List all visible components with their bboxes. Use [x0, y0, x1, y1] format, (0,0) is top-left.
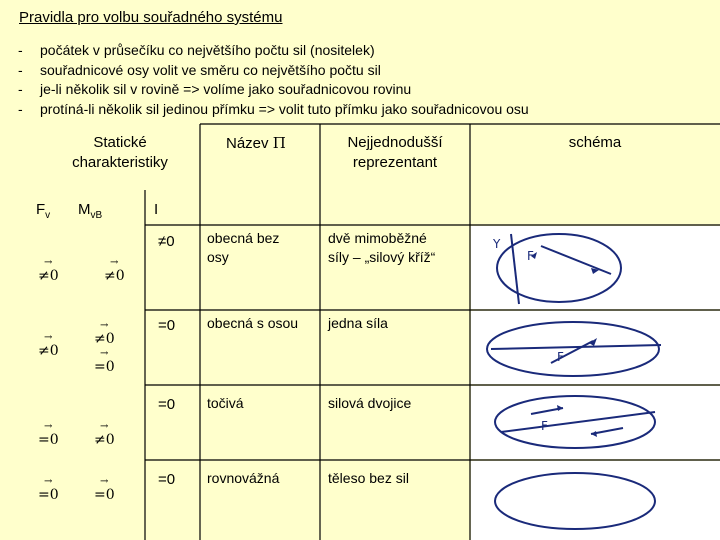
row1-representative: [328, 229, 435, 267]
vector-arrow: →: [44, 421, 53, 432]
row2-mvb2-value: [94, 348, 115, 375]
row2-i-value: =0: [158, 317, 176, 334]
header-simplest: [320, 133, 470, 173]
vector-arrow: →: [44, 257, 53, 268]
row4-mvb-value: [94, 476, 115, 503]
page-title: Pravidla pro volbu souřadného systému: [19, 9, 283, 26]
rule-item: [18, 80, 708, 100]
bullet-dash: -: [18, 81, 23, 97]
row1-rep-line2: síly – „silový kříž“: [328, 249, 436, 265]
header-static-line1: Statické: [93, 134, 147, 151]
header-fv-letter: F: [36, 201, 46, 218]
svg-text:F: F: [527, 249, 534, 263]
rule-text: počátek v průsečíku co největšího počtu sil (nositelek): [40, 42, 375, 58]
row1-name-line1: obecná bez: [207, 230, 280, 246]
row3-i-value: =0: [158, 396, 176, 413]
vector-arrow: →: [100, 421, 109, 432]
vector-arrow: →: [44, 476, 53, 487]
header-name-label: Název: [226, 135, 269, 152]
row4-name: rovnovážná: [207, 470, 280, 486]
header-static-line2: charakteristiky: [72, 154, 168, 171]
header-schema: schéma: [568, 134, 622, 151]
rule-text: protíná-li několik sil jedinou přímku => volit tuto přímku jako souřadnicovou osu: [40, 100, 529, 117]
vector-arrow: →: [100, 320, 109, 331]
header-mvb: [78, 200, 102, 226]
bullet-dash: -: [18, 61, 23, 78]
svg-text:F: F: [541, 419, 548, 433]
svg-text:Y: Y: [493, 237, 501, 251]
row3-representative: silová dvojice: [328, 395, 412, 411]
header-static-characteristics: [40, 133, 200, 173]
row1-fv-value: [38, 257, 59, 284]
row2-name: obecná s osou: [207, 315, 299, 331]
value-text: ≠0: [38, 343, 59, 359]
header-i: I: [154, 201, 159, 218]
header-simplest-line1: Nejjednodušší: [347, 134, 443, 151]
row1-i-value: ≠0: [158, 233, 175, 250]
row1-mvb-value: [104, 257, 125, 284]
vector-arrow: →: [110, 257, 119, 268]
vector-arrow: →: [44, 332, 53, 343]
header-fv-sub: v: [45, 210, 51, 221]
row3-fv-value: [38, 421, 59, 448]
value-text: =0: [94, 359, 115, 375]
bullet-dash: -: [18, 100, 23, 117]
row1-name-line2: osy: [207, 249, 229, 265]
row2-fv-value: [38, 332, 59, 359]
rule-text: je-li několik sil v rovině => volíme jako souřadnicovou rovinu: [40, 81, 412, 97]
row4-representative: těleso bez sil: [328, 470, 409, 486]
row4-i-value: =0: [158, 471, 176, 488]
rules-list: [18, 41, 708, 119]
header-simplest-line2: reprezentant: [352, 154, 438, 171]
row4-schema-sketch: [471, 461, 720, 540]
vector-arrow: →: [100, 476, 109, 487]
rule-text: souřadnicové osy volit ve směru co největšího počtu sil: [40, 61, 381, 78]
row3-schema-sketch: [471, 386, 720, 459]
row1-schema-sketch: [471, 226, 720, 309]
rule-item: [18, 41, 708, 61]
header-fv: [36, 200, 50, 226]
rule-item: [18, 61, 708, 81]
vector-arrow: →: [100, 348, 109, 359]
row1-name: [207, 229, 279, 267]
row2-schema-sketch: [471, 311, 720, 384]
header-mvb-letter: M: [78, 201, 91, 218]
header-name: [226, 133, 286, 154]
row2-mvb-value: [94, 320, 115, 347]
value-text: ≠0: [38, 268, 59, 284]
row3-name: točivá: [207, 395, 244, 411]
rule-item: [18, 100, 708, 120]
value-text: =0: [38, 487, 59, 503]
row4-fv-value: [38, 476, 59, 503]
header-name-symbol: Π: [272, 134, 286, 152]
svg-text:F: F: [557, 350, 564, 364]
row1-rep-line1: dvě mimoběžné: [328, 230, 427, 246]
value-text: ≠0: [104, 268, 125, 284]
value-text: ≠0: [94, 432, 115, 448]
header-mvb-sub: vB: [90, 210, 103, 221]
bullet-dash: -: [18, 42, 23, 58]
value-text: ≠0: [94, 331, 115, 347]
value-text: =0: [94, 487, 115, 503]
row3-mvb-value: [94, 421, 115, 448]
row2-representative: jedna síla: [328, 315, 388, 331]
value-text: =0: [38, 432, 59, 448]
